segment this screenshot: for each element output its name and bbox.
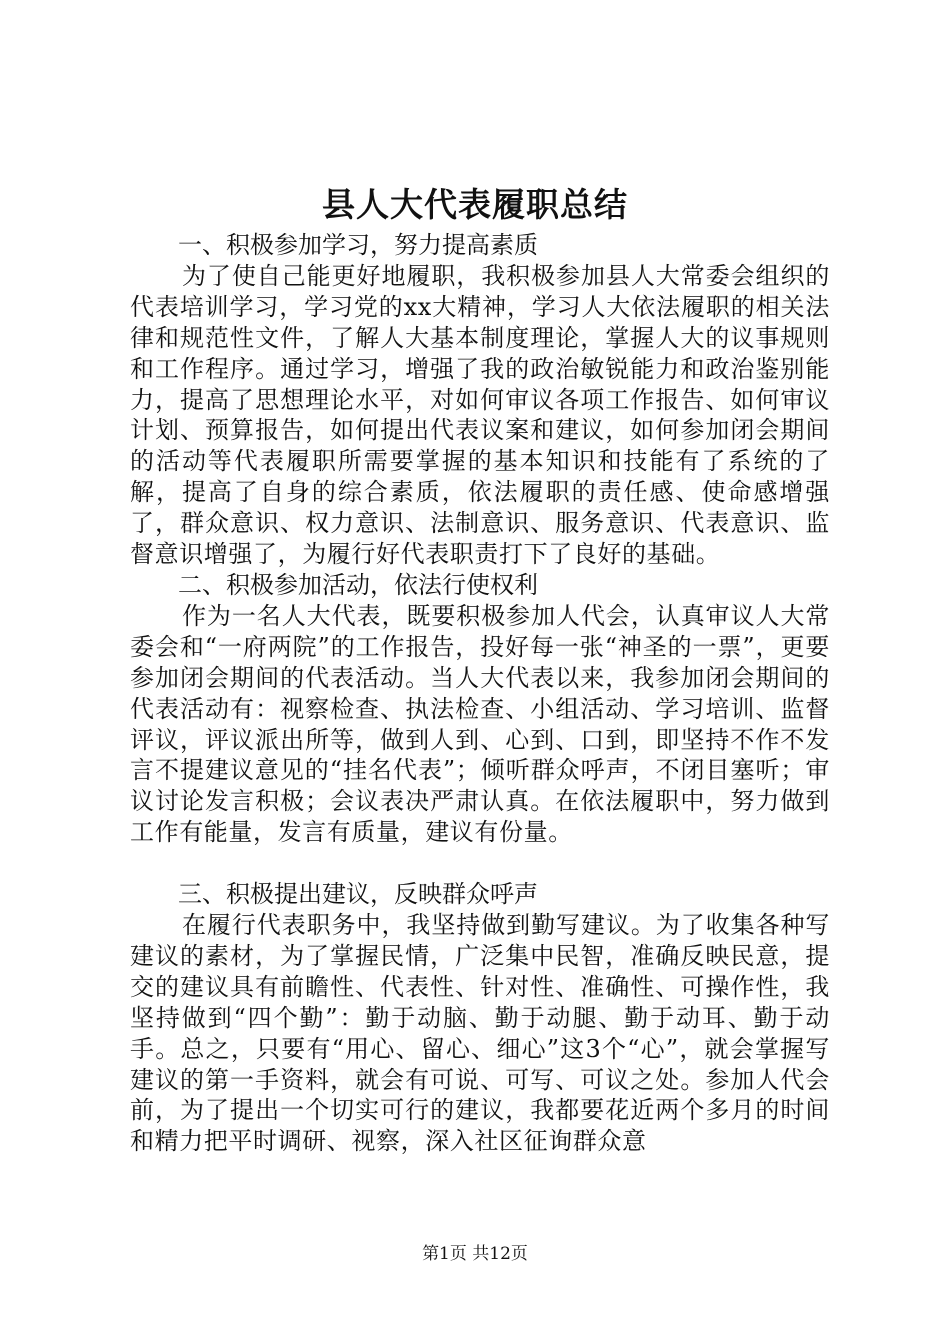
section-heading-2: 二、积极参加活动，依法行使权利 xyxy=(178,570,538,599)
section-paragraph-1: 为了使自己能更好地履职，我积极参加县人大常委会组织的代表培训学习，学习党的xx大精神，学习人大依法履职的相关法律和规范性文件，了解人大基本制度理论，掌握人大的议事规则和工作程序。通过学习，增强了我的政治敏锐能力和政治鉴别能力，提高了思想理论水平，对如何审议各项工作报告、如何审议计划、预算报告，如何提出代表议案和建议，如何参加闭会期间的活动等代表履职所需要掌握的基本知识和技能有了系统的了解，提高了自身的综合素质，依法履职的责任感、使命感增强了，群众意识、权力意识、法制意识、服务意识、代表意识、监督意识增强了，为履行好代表职责打下了良好的基础。 xyxy=(130,261,830,569)
document-title: 县人大代表履职总结 xyxy=(322,185,628,224)
section-paragraph-2: 作为一名人大代表，既要积极参加人代会，认真审议人大常委会和“一府两院”的工作报告，投好每一张“神圣的一票”，更要参加闭会期间的代表活动。当人大代表以来，我参加闭会期间的代表活动有：视察检查、执法检查、小组活动、学习培训、监督评议，评议派出所等，做到人到、心到、口到，即坚持不作不发言不提建议意见的“挂名代表”；倾听群众呼声，不闭目塞听；审议讨论发言积极；会议表决严肃认真。在依法履职中，努力做到工作有能量，发言有质量，建议有份量。 xyxy=(130,601,830,847)
page-number-footer: 第1页 共12页 xyxy=(422,1244,528,1264)
section-heading-3: 三、积极提出建议，反映群众呼声 xyxy=(178,880,538,909)
section-paragraph-3: 在履行代表职务中，我坚持做到勤写建议。为了收集各种写建议的素材，为了掌握民情，广泛集中民智，准确反映民意，提交的建议具有前瞻性、代表性、针对性、准确性、可操作性，我坚持做到“四个勤”：勤于动脑、勤于动腿、勤于动耳、勤于动手。总之，只要有“用心、留心、细心”这3个“心”，就会掌握写建议的第一手资料，就会有可说、可写、可议之处。参加人代会前，为了提出一个切实可行的建议，我都要花近两个多月的时间和精力把平时调研、视察，深入社区征询群众意 xyxy=(130,911,830,1156)
paragraph-spacer xyxy=(130,848,830,879)
section-heading-1: 一、积极参加学习，努力提高素质 xyxy=(178,231,538,259)
document-body xyxy=(130,230,830,1157)
